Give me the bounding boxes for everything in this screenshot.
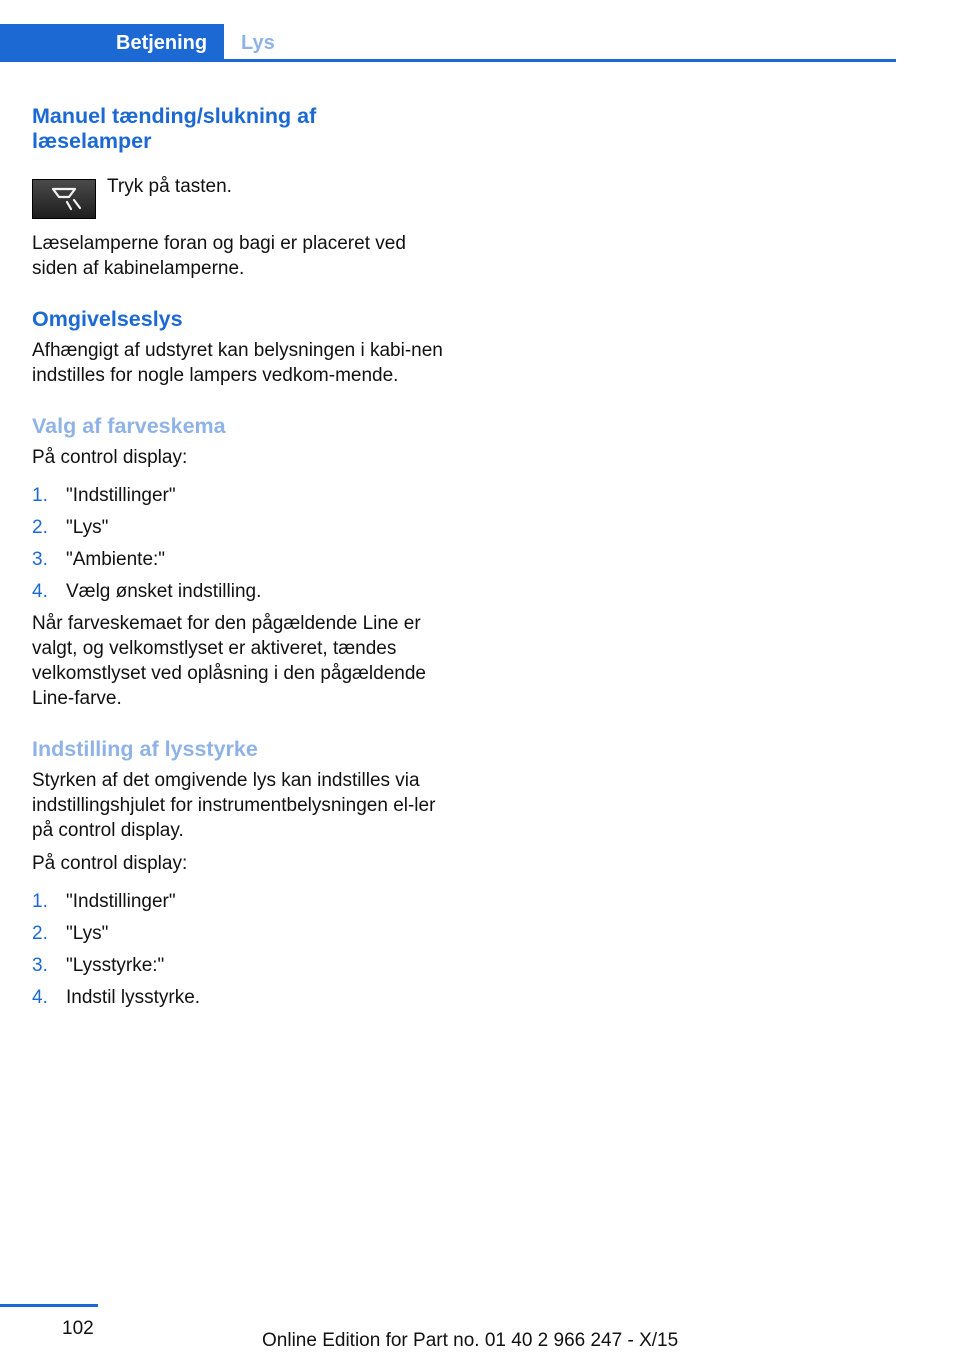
step-text: Indstil lysstyrke. (66, 987, 201, 1008)
heading-brightness: Indstilling af lysstyrke (32, 737, 258, 761)
list-item (32, 579, 452, 604)
button-instruction (32, 177, 452, 221)
list-item (32, 889, 452, 914)
step-text: "Lys" (66, 923, 109, 944)
step-number: 2. (32, 923, 48, 944)
step-text: "Indstillinger" (66, 485, 176, 506)
manual-paragraph: Læselamperne foran og bagi er placeret ved siden af kabinelamperne. (32, 233, 406, 279)
step-number: 3. (32, 549, 48, 570)
tab-betjening[interactable] (0, 24, 224, 62)
page-number: 102 (62, 1318, 94, 1339)
tab-betjening-label: Betjening (116, 32, 208, 54)
step-text: "Lysstyrke:" (66, 955, 165, 976)
header-rule (0, 59, 896, 62)
step-number: 3. (32, 955, 48, 976)
header-bar (0, 24, 896, 62)
heading-manual (32, 104, 452, 154)
heading-ambient: Omgivelseslys (32, 307, 183, 331)
step-number: 4. (32, 987, 48, 1008)
heading-manual-line1: Manuel tænding/slukning af (32, 104, 317, 128)
list-item (32, 547, 452, 572)
list-item (32, 921, 452, 946)
reading-light-icon (32, 179, 96, 219)
edition-text: Online Edition for Part no. 01 40 2 966 247 - X/15 (262, 1330, 679, 1351)
step-text: Vælg ønsket indstilling. (66, 581, 262, 602)
footer-rule (0, 1304, 98, 1307)
list-item (32, 515, 452, 540)
heading-manual-line2: læselamper (32, 129, 152, 153)
tab-lys[interactable]: Lys (241, 32, 275, 54)
step-number: 4. (32, 581, 48, 602)
color-scheme-paragraph: Når farveskemaet for den pågældende Line er valgt, og velkomstlyset er aktiveret, tændes velkomstlyset ved oplåsning i den pågældende Line-farve. (32, 613, 426, 709)
step-number: 1. (32, 485, 48, 506)
list-item (32, 985, 452, 1010)
button-instruction-text: Tryk på tasten. (107, 176, 232, 197)
step-number: 2. (32, 517, 48, 538)
ambient-paragraph: Afhængigt af udstyret kan belysningen i kabi‐nen indstilles for nogle lampers vedkom‐mende. (32, 340, 443, 386)
brightness-paragraph: Styrken af det omgivende lys kan indstilles via indstillingshjulet for instrumentbelysningen el‐ler på control display. (32, 770, 436, 841)
list-item (32, 483, 452, 508)
brightness-intro: På control display: (32, 853, 188, 874)
brightness-steps (32, 889, 452, 1010)
color-scheme-intro: På control display: (32, 447, 188, 468)
page-content (32, 104, 452, 1017)
step-text: "Lys" (66, 517, 109, 538)
step-number: 1. (32, 891, 48, 912)
heading-color-scheme: Valg af farveskema (32, 414, 226, 438)
color-scheme-steps (32, 483, 452, 604)
list-item (32, 953, 452, 978)
step-text: "Ambiente:" (66, 549, 166, 570)
step-text: "Indstillinger" (66, 891, 176, 912)
